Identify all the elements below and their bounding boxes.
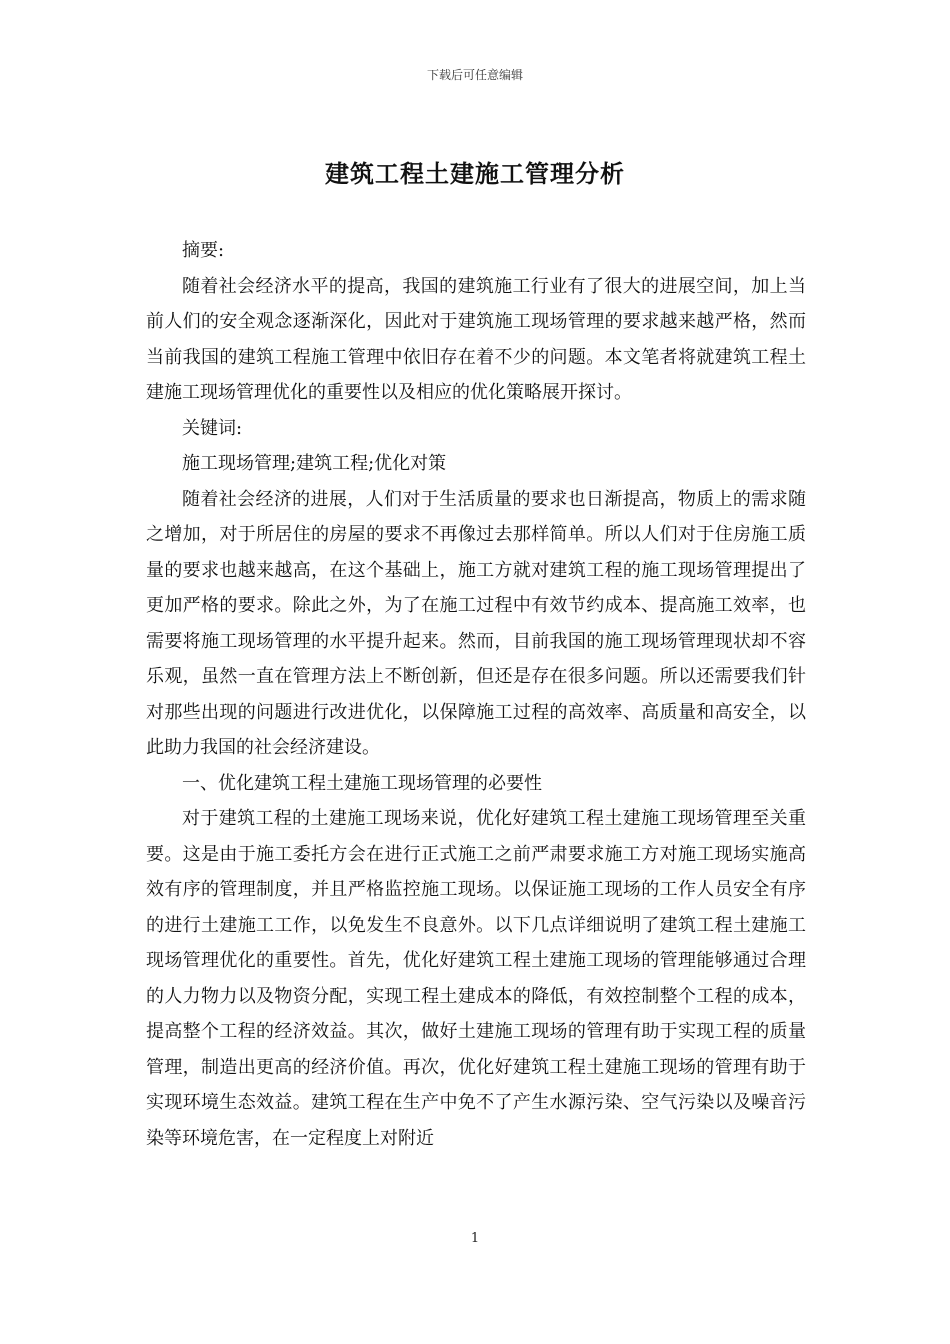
page-number: 1 [470,1231,480,1246]
document-body [146,233,806,1156]
abstract-paragraph: 随着社会经济水平的提高，我国的建筑施工行业有了很大的进展空间，加上当前人们的安全观念逐渐深化，因此对于建筑施工现场管理的要求越来越严格，然而当前我国的建筑工程施工管理中依旧存在着不少的问题。本文笔者将就建筑工程土建施工现场管理优化的重要性以及相应的优化策略展开探讨。 [146,275,806,403]
abstract-label: 摘要: [182,240,225,261]
section-heading-1: 一、优化建筑工程土建施工现场管理的必要性 [182,772,542,794]
keywords-label: 关键词: [182,417,243,439]
document-title: 建筑工程土建施工管理分析 [325,159,625,188]
section-1-paragraph: 对于建筑工程的土建施工现场来说，优化好建筑工程土建施工现场管理至关重要。这是由于施工委托方会在进行正式施工之前严肃要求施工方对施工现场实施高效有序的管理制度，并且严格监控施工现场。以保证施工现场的工作人员安全有序的进行土建施工工作，以免发生不良意外。以下几点详细说明了建筑工程土建施工现场管理优化的重要性。首先，优化好建筑工程土建施工现场的管理能够通过合理的人力物力以及物资分配，实现工程土建成本的降低，有效控制整个工程的成本，提高整个工程的经济效益。其次，做好土建施工现场的管理有助于实现工程的质量管理，制造出更高的经济价值。再次，优化好建筑工程土建施工现场的管理有助于实现环境生态效益。建筑工程在生产中免不了产生水源污染、空气污染以及噪音污染等环境危害，在一定程度上对附近 [146,808,806,1149]
intro-paragraph: 随着社会经济的进展，人们对于生活质量的要求也日渐提高，物质上的需求随之增加，对于所居住的房屋的要求不再像过去那样简单。所以人们对于住房施工质量的要求也越来越高，在这个基础上，施工方就对建筑工程的施工现场管理提出了更加严格的要求。除此之外，为了在施工过程中有效节约成本、提高施工效率，也需要将施工现场管理的水平提升起来。然而，目前我国的施工现场管理现状却不容乐观，虽然一直在管理方法上不断创新，但还是存在很多问题。所以还需要我们针对那些出现的问题进行改进优化，以保障施工过程的高效率、高质量和高安全，以此助力我国的社会经济建设。 [146,488,806,758]
keywords-list: 施工现场管理;建筑工程;优化对策 [182,453,447,474]
header-note: 下载后可任意编辑 [426,68,523,82]
